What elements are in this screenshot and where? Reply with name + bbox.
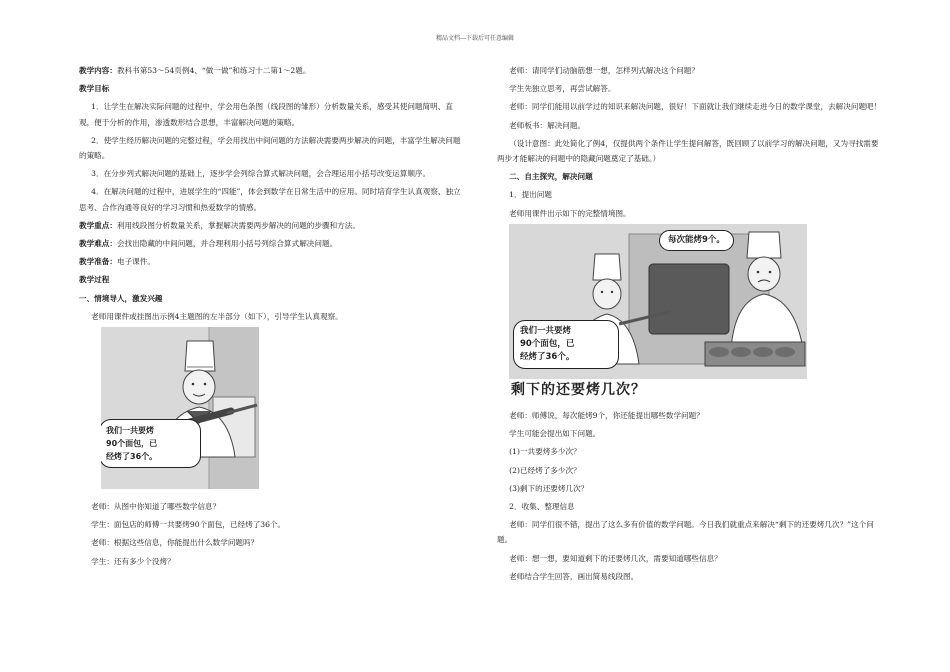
objective-2: 2．使学生经历解决问题的完整过程，学会用找出中间问题的方法解决需要两步解决的问题，丰富学生解决问题的策略。: [79, 135, 461, 161]
dialog-teacher-1: 老师：从图中你知道了哪些数学信息？: [91, 502, 221, 512]
dialog-teacher-7: 老师：想一想，要知道剩下的还要烤几次，需要知道哪些信息？: [509, 553, 722, 563]
question-3: (3)剩下的还要烤几次？: [509, 483, 589, 493]
process-title: 教学过程: [79, 275, 110, 285]
objective-1: 1．让学生在解决实际问题的过程中，学会用色条图（线段图的雏形）分析数量关系，感受其使问题简明、直观，便于分析的作用，渗透数形结合思想，丰富解决问题的策略。: [79, 102, 453, 127]
objective-4: 4．在解决问题的过程中，进展学生的“四能”，体会到数学在日常生活中的应用。同时培育学生认真观察、独立思考、合作沟通等良好的学习习惯和热爱数学的情感。: [79, 187, 461, 212]
baker-illustration-left: [79, 327, 462, 489]
step1-title: 1．提出问题: [509, 190, 552, 200]
speech-bubble-left-full: 我们一共要烤 90个面包，已 经烤了36个。: [513, 320, 619, 369]
step1-text: 老师用课件出示如下的完整情境图。: [509, 208, 631, 218]
baker-illustration-full: [497, 224, 882, 398]
blackboard-note: 老师板书：解决问题。: [509, 120, 586, 130]
section1-intro: 老师用课件或挂图出示例4主题图的左半部分（如下），引导学生认真观察。: [91, 311, 343, 321]
dialog-student-3: 学生先独立思考，再尝试解答。: [509, 84, 616, 94]
dialog-teacher-2: 老师：根据这些信息，你能提出什么数学问题吗？: [91, 538, 259, 548]
baker-scene: [101, 327, 259, 489]
draw-line-diagram: 老师结合学生回答，画出简易线段图。: [509, 571, 639, 581]
dialog-teacher-6: 老师：同学们很不错，提出了这么多有价值的数学问题。今日我们就重点来解决“剩下的还要烤几次？”这个问题。: [497, 520, 874, 545]
dialog-teacher-3: 老师：请同学们动脑筋想一想，怎样列式解决这个问题？: [509, 66, 699, 75]
design-intent: （设计意图：此处简化了例4，仅提供两个条件让学生提问解答，既回顾了以前学习的解决问题，又为寻找需要两步才能解决的问题中的隐藏问题奠定了基础。）: [497, 138, 879, 164]
section1-title: 一、情境导人，激发兴趣: [79, 293, 163, 303]
teaching-difficulty: 教学难点：会找出隐藏的中间问题，并合理利用小括号列综合算式解决问题。: [79, 239, 338, 249]
section2-title: 二、自主探究，解决问题: [509, 172, 593, 182]
speech-bubble-right-full: 每次能烤9个。: [659, 230, 734, 251]
question-2: (2)已经烤了多少次？: [509, 465, 581, 475]
teaching-prep: 教学准备：电子课件。: [79, 257, 155, 267]
speech-bubble-left: 我们一共要烤 90个面包，已 经烤了36个。: [101, 419, 201, 468]
full-scene: [509, 224, 807, 379]
left-column: [79, 63, 462, 572]
right-column: [497, 63, 882, 587]
dialog-teacher-5: 老师：师傅说，每次能烤9个，你还能提出哪些数学问题？: [509, 411, 704, 421]
dialog-student-2: 学生：还有多少个没烤？: [91, 556, 175, 566]
dialog-student-1: 学生：面包店的师傅一共要烤90个面包，已经烤了36个。: [91, 520, 286, 530]
step2-title: 2．收集、整理信息: [509, 502, 575, 512]
question-caption: 剩下的还要烤几次？: [511, 381, 646, 398]
teaching-content: 教学内容：教科书第53～54页例4、“做一做”和练习十二第1～2题。: [79, 66, 311, 75]
dialog-teacher-4: 老师：同学们能用以前学过的知识来解决问题，很好！下面就让我们继续走进今日的数学课堂，去解决问题吧！: [509, 102, 882, 112]
objective-3: 3．在分步列式解决问题的基础上，逐步学会列综合算式解决问题，会合理运用小括号改变运算顺序。: [91, 169, 431, 179]
objectives-title: 教学目标: [79, 84, 110, 94]
students-may-ask: 学生可能会提出如下问题。: [509, 429, 601, 439]
question-1: (1)一共要烤多少次？: [509, 447, 581, 457]
teaching-key: 教学重点：利用线段图分析数量关系，掌握解决需要两步解决的问题的步骤和方法。: [79, 220, 360, 230]
page-header: 精品文档---下载后可任意编辑: [435, 35, 515, 42]
